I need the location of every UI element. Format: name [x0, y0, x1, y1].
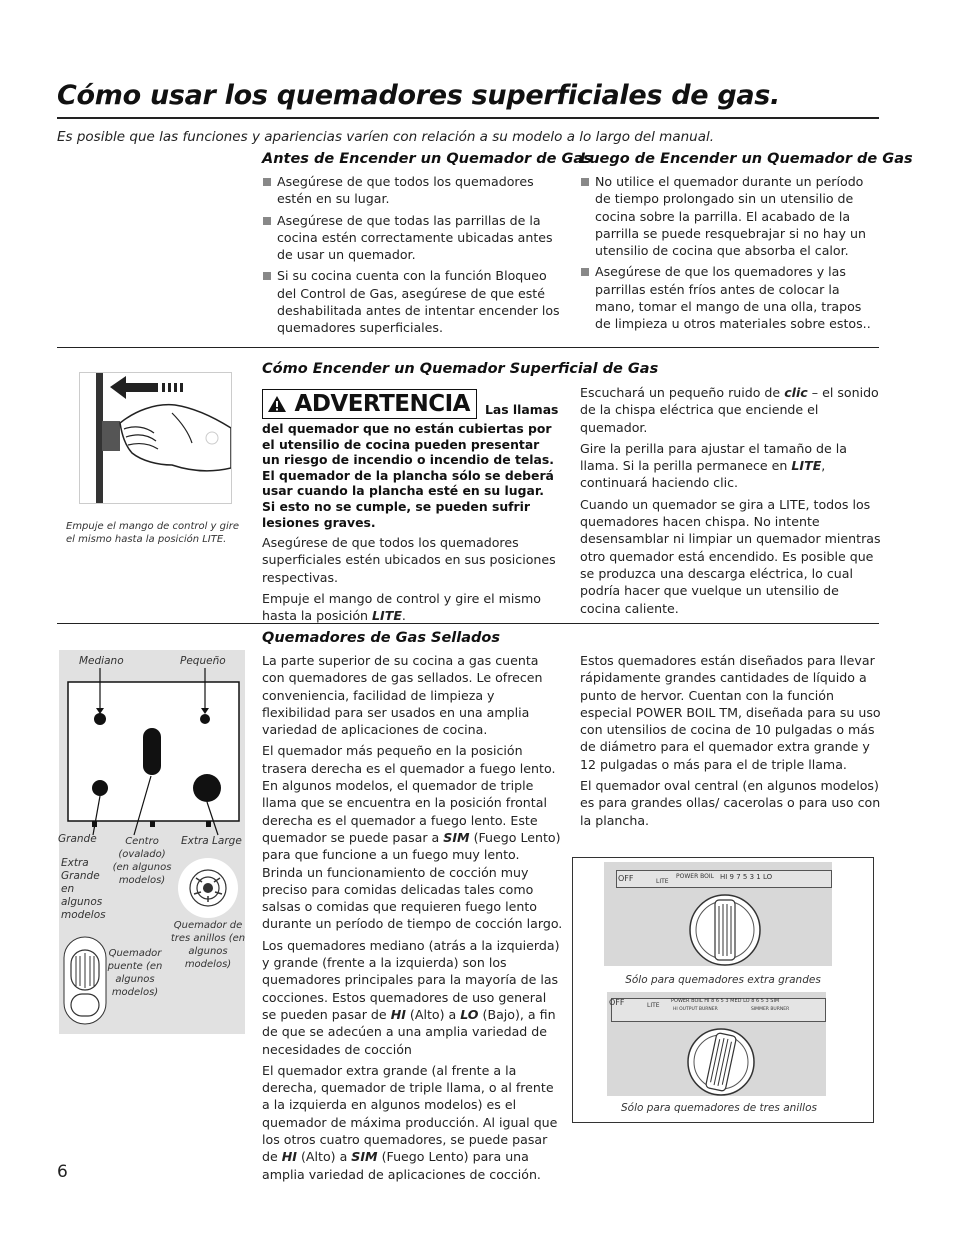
- section-divider: [57, 623, 879, 624]
- warning-block: [262, 389, 560, 629]
- clic-term: clic: [784, 385, 808, 400]
- sealed-right-column: [580, 652, 882, 833]
- list-item: Si su cocina cuenta con la función Bloqueo del Control de Gas, asegúrese de que esté deshabilitada antes de intentar encender los quemadores superficiales.: [262, 267, 560, 336]
- lite-label: LITE: [647, 1002, 660, 1009]
- hi-output-label: HI OUTPUT BURNER: [673, 1007, 718, 1012]
- text-run: Gire la perilla para ajustar el tamaño de la llama. Si la perilla permanece en: [580, 440, 848, 474]
- text-run: (Alto) a: [296, 1149, 352, 1165]
- after-heading: Luego de Encender un Quemador de Gas: [580, 151, 913, 167]
- sealed-right-para-2: El quemador oval central (en algunos modelos) es para grandes ollas/ cacerolas o para uso con la plancha.: [580, 778, 881, 828]
- power-boil-label: POWER BOIL: [676, 873, 714, 880]
- label-extra-large: Extra Large: [181, 835, 242, 847]
- text-run: Los quemadores mediano (atrás a la izquierda) y grande (frente a la izquierda) son los quemadores principales para la mayoría de las cocciones. Estos quemadores de uso general se pueden pasar de: [262, 937, 560, 1022]
- knob-dial-icon: [604, 862, 832, 966]
- label-grande: Grande: [58, 833, 97, 845]
- hi-term: HI: [390, 1006, 406, 1022]
- label-puente: Quemador puente (en algunos modelos): [107, 948, 163, 998]
- lite-label: LITE: [656, 878, 669, 885]
- text-run: Escuchará un pequeño ruido de: [580, 385, 785, 400]
- sim-term: SIM: [351, 1149, 378, 1165]
- sealed-para-3: [262, 937, 564, 1058]
- label-pequeno: Pequeño: [180, 655, 226, 667]
- sealed-heading: Quemadores de Gas Sellados: [262, 630, 500, 646]
- text-run: , continuará haciendo clic.: [580, 458, 826, 491]
- light-right-para-3: Cuando un quemador se gira a LITE, todos los quemadores hacen chispa. No intente desensamblar ni limpiar un quemador mientras otro quemador está encendido. Es posible que se produzca una descarga eléctrica, lo cual podría hacer que vuelque un utensilio de cocina caliente.: [580, 496, 881, 616]
- list-item: Asegúrese de que los quemadores y las parrillas estén fríos antes de colocar la mano, tomar el mango de una olla, trapos de limpieza u otros materiales sobre estos..: [580, 263, 880, 332]
- label-mediano: Mediano: [79, 655, 124, 667]
- sealed-para-2: [262, 742, 564, 932]
- lo-term: LO: [460, 1006, 479, 1022]
- knob-figure: [572, 857, 874, 1123]
- page-title: Cómo usar los quemadores superficiales de gas.: [57, 80, 781, 111]
- sealed-right-para-1: Estos quemadores están diseñados para llevar rápidamente grandes cantidades de líquido a punto de hervor. Cuentan con la función especial POWER BOIL TM, diseñada para su uso con utensilios de cocina de 10 pulgadas o más de diámetro para el quemador extra grande y 12 pulgadas o más para el de triple llama.: [580, 653, 881, 772]
- simmer-label: SIMMER BURNER: [751, 1007, 790, 1012]
- light-right-para-1: [580, 384, 882, 436]
- label-extra-grande: Extra Grande en algunos modelos: [61, 857, 106, 921]
- before-list: [262, 173, 560, 341]
- after-list: [580, 173, 880, 337]
- text-run: .: [401, 608, 406, 624]
- list-item: No utilice el quemador durante un período de tiempo prolongado sin un utensilio de cocina sobre la parrilla. El acabado de la parrilla se puede resquebrajar si no hay un utensilio de cocina que absorba el calor.: [580, 173, 880, 259]
- light-image-caption: Empuje el mango de control y gire el mismo hasta la posición LITE.: [66, 521, 240, 545]
- title-rule: [57, 117, 879, 119]
- hand-push-icon: [80, 373, 231, 503]
- hi-term: HI: [281, 1149, 297, 1165]
- sealed-para-4: [262, 1062, 564, 1183]
- page-subtitle: Es posible que las funciones y apariencias varíen con relación a su modelo a lo largo del manual.: [57, 129, 715, 145]
- knob-scale-label: HI 9 7 5 3 1 LO: [720, 873, 773, 881]
- text-run: (Bajo), a fin de que se adecúen a una amplia variedad de necesidades de cocción: [262, 1006, 556, 1057]
- list-item: Asegúrese de que todas las parrillas de la cocina estén correctamente ubicadas antes de usar un quemador.: [262, 212, 560, 264]
- knob-caption-1: Sólo para quemadores extra grandes: [625, 974, 821, 986]
- label-tres-anillos: Quemador de tres anillos (en algunos modelos): [170, 920, 246, 970]
- knob-hand-illustration: [79, 372, 232, 504]
- sim-term: SIM: [443, 829, 470, 845]
- light-para-1: Asegúrese de que todos los quemadores superficiales estén ubicados en sus posiciones respectivas.: [262, 535, 556, 585]
- label-centro: Centro (ovalado) (en algunos modelos): [112, 836, 172, 886]
- light-right-para-2: [580, 440, 882, 492]
- warning-text: del quemador que no están cubiertas por el utensilio de cocina pueden presentar un riesgo de incendio o incendio de telas. El quemador de la plancha sólo se deberá usar cuando la plancha esté en su lugar. Si esto no se cumple, se pueden sufrir lesiones graves.: [262, 421, 554, 530]
- off-label: OFF: [609, 998, 625, 1007]
- knob-scale-label: POWER BOIL HI 8 6 5 3 MED LO 8 6 5 3 SIM: [671, 998, 780, 1004]
- page-number: 6: [57, 1162, 68, 1182]
- knob-panel-extra-large: [604, 862, 832, 966]
- list-item: Asegúrese de que todos los quemadores estén en su lugar.: [262, 173, 560, 208]
- warning-label: ADVERTENCIA: [294, 391, 470, 417]
- section-divider: [57, 347, 879, 348]
- lite-term: LITE: [791, 458, 822, 474]
- knob-caption-2: Sólo para quemadores de tres anillos: [621, 1102, 817, 1114]
- knob-dial-icon: [607, 992, 826, 1096]
- light-right-column: [580, 384, 882, 621]
- off-label: OFF: [618, 874, 634, 883]
- text-run: (Alto) a: [405, 1006, 461, 1022]
- warning-badge: [262, 389, 477, 419]
- text-run: El quemador más pequeño en la posición trasera derecha es el quemador a fuego lento. En algunos modelos, el quemador de triple llama que se encuentra en la posición frontal derecha es el quemador a fuego lento. Este quemador se puede pasar a: [262, 743, 556, 845]
- cooktop-diagram: [59, 650, 245, 1034]
- text-run: (Fuego Lento) para que funcione a un fuego muy lento. Brinda un funcionamiento de cocción muy preciso para comidas delicadas tales como salsas o comidas que requieren fuego lento durante un período de tiempo de cocción largo.: [262, 829, 563, 932]
- knob-panel-triple-ring: [607, 992, 826, 1096]
- sealed-left-column: [262, 652, 564, 1187]
- warning-lead: Las llamas: [484, 402, 559, 418]
- before-heading: Antes de Encender un Quemador de Gas: [262, 151, 592, 167]
- text-run: El quemador extra grande (al frente a la derecha, quemador de triple llama, o al frente a la izquierda en algunos modelos) es el quemador de máxima producción. Al igual que los otros cuatro quemadores, se puede pasar de: [262, 1062, 558, 1165]
- lite-term: LITE: [372, 608, 402, 624]
- light-para-2: [262, 590, 560, 625]
- sealed-para-1: La parte superior de su cocina a gas cuenta con quemadores de gas sellados. Le ofrecen conveniencia, facilidad de limpieza y flexibilidad para ser usados en una amplia variedad de aplicaciones de cocina.: [262, 653, 543, 738]
- text-run: – el sonido de la chispa eléctrica que enciende el quemador.: [580, 385, 879, 435]
- warning-icon: [267, 395, 287, 413]
- text-run: (Fuego Lento) para una amplia variedad de aplicaciones de cocción.: [262, 1149, 541, 1182]
- text-run: Empuje el mango de control y gire el mismo hasta la posición: [262, 591, 541, 624]
- light-heading: Cómo Encender un Quemador Superficial de Gas: [262, 361, 659, 377]
